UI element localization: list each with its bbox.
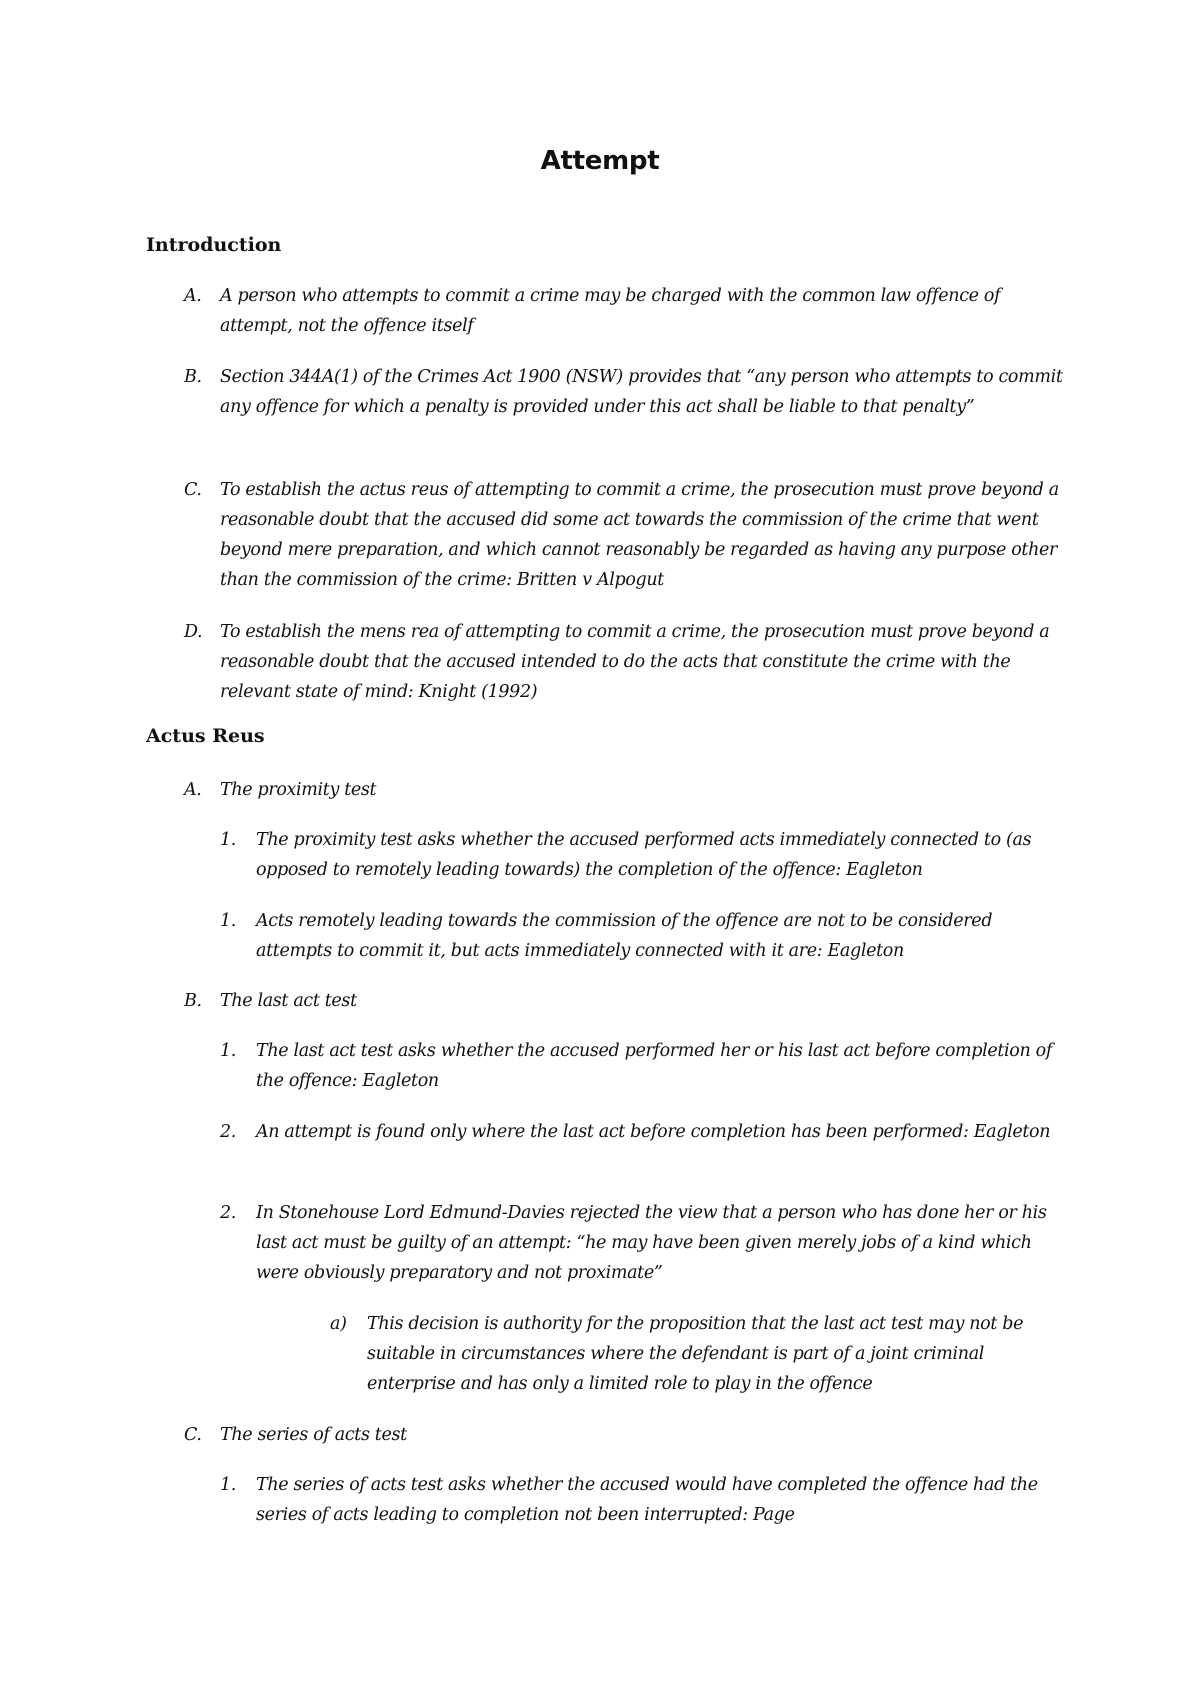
list-marker: B. xyxy=(184,367,202,387)
list-marker: D. xyxy=(184,622,203,642)
list-item xyxy=(184,281,1064,341)
list-item xyxy=(184,617,1064,707)
list-item-text: The series of acts test asks whether the accused would have completed the offence had the series of acts leading to completion not been interrupted: Page xyxy=(256,1475,1038,1525)
list-marker: 1. xyxy=(220,911,236,931)
list-marker: A. xyxy=(184,780,202,800)
list-item-text: An attempt is found only where the last act before completion has been performed: Eagleton xyxy=(256,1122,1051,1142)
list-marker: 2. xyxy=(220,1122,236,1142)
list-item xyxy=(220,825,1060,885)
list-item-text: The proximity test xyxy=(220,780,377,800)
list-marker: a) xyxy=(330,1314,347,1334)
list-item-text: A person who attempts to commit a crime may be charged with the common law offence of attempt, not the offence itself xyxy=(220,286,1001,336)
list-item-text: The last act test asks whether the accused performed her or his last act before completion of the offence: Eagleton xyxy=(256,1041,1052,1091)
list-item xyxy=(330,1309,1065,1399)
list-item-text: The series of acts test xyxy=(220,1425,407,1445)
list-item xyxy=(184,362,1064,422)
list-item xyxy=(184,986,1064,1016)
list-item-text: The last act test xyxy=(220,991,357,1011)
list-marker: 1. xyxy=(220,1475,236,1495)
list-item xyxy=(184,775,1064,805)
list-item-text: Acts remotely leading towards the commission of the offence are not to be considered attempts to commit it, but acts immediately connected with it are: Eagleton xyxy=(256,911,993,961)
list-item-text: To establish the actus reus of attempting to commit a crime, the prosecution must prove beyond a reasonable doubt that the accused did some act towards the commission of the crime that went beyond mere preparation, and which cannot reasonably be regarded as having any purpose other than the commission of the crime: Britten v Alpogut xyxy=(220,480,1059,590)
list-item xyxy=(220,1036,1060,1096)
list-item-text: In Stonehouse Lord Edmund-Davies rejected the view that a person who has done her or his last act must be guilty of an attempt: “he may have been given merely jobs of a kind which were obviously preparatory and not proximate” xyxy=(256,1203,1047,1283)
section-heading-actus-reus: Actus Reus xyxy=(146,725,265,747)
list-item-text: This decision is authority for the proposition that the last act test may not be suitable in circumstances where the defendant is part of a joint criminal enterprise and has only a limited role to play in the offence xyxy=(367,1314,1024,1394)
list-item xyxy=(220,1198,1060,1288)
list-item-text: To establish the mens rea of attempting to commit a crime, the prosecution must prove beyond a reasonable doubt that the accused intended to do the acts that constitute the crime with the relevant state of mind: Knight (1992) xyxy=(220,622,1050,702)
document-title: Attempt xyxy=(540,146,660,176)
list-item xyxy=(220,1117,1060,1147)
list-marker: 1. xyxy=(220,1041,236,1061)
list-item xyxy=(220,1470,1060,1530)
list-marker: B. xyxy=(184,991,202,1011)
list-marker: C. xyxy=(184,480,202,500)
list-marker: C. xyxy=(184,1425,202,1445)
list-marker: 1. xyxy=(220,830,236,850)
list-item xyxy=(184,1420,1064,1450)
list-item xyxy=(184,475,1064,595)
list-marker: A. xyxy=(184,286,202,306)
list-item-text: Section 344A(1) of the Crimes Act 1900 (NSW) provides that “any person who attempts to commit any offence for which a penalty is provided under this act shall be liable to that penalty” xyxy=(220,367,1063,417)
section-heading-introduction: Introduction xyxy=(146,234,282,256)
list-item xyxy=(220,906,1060,966)
list-item-text: The proximity test asks whether the accused performed acts immediately connected to (as opposed to remotely leading towards) the completion of the offence: Eagleton xyxy=(256,830,1032,880)
list-marker: 2. xyxy=(220,1203,236,1223)
